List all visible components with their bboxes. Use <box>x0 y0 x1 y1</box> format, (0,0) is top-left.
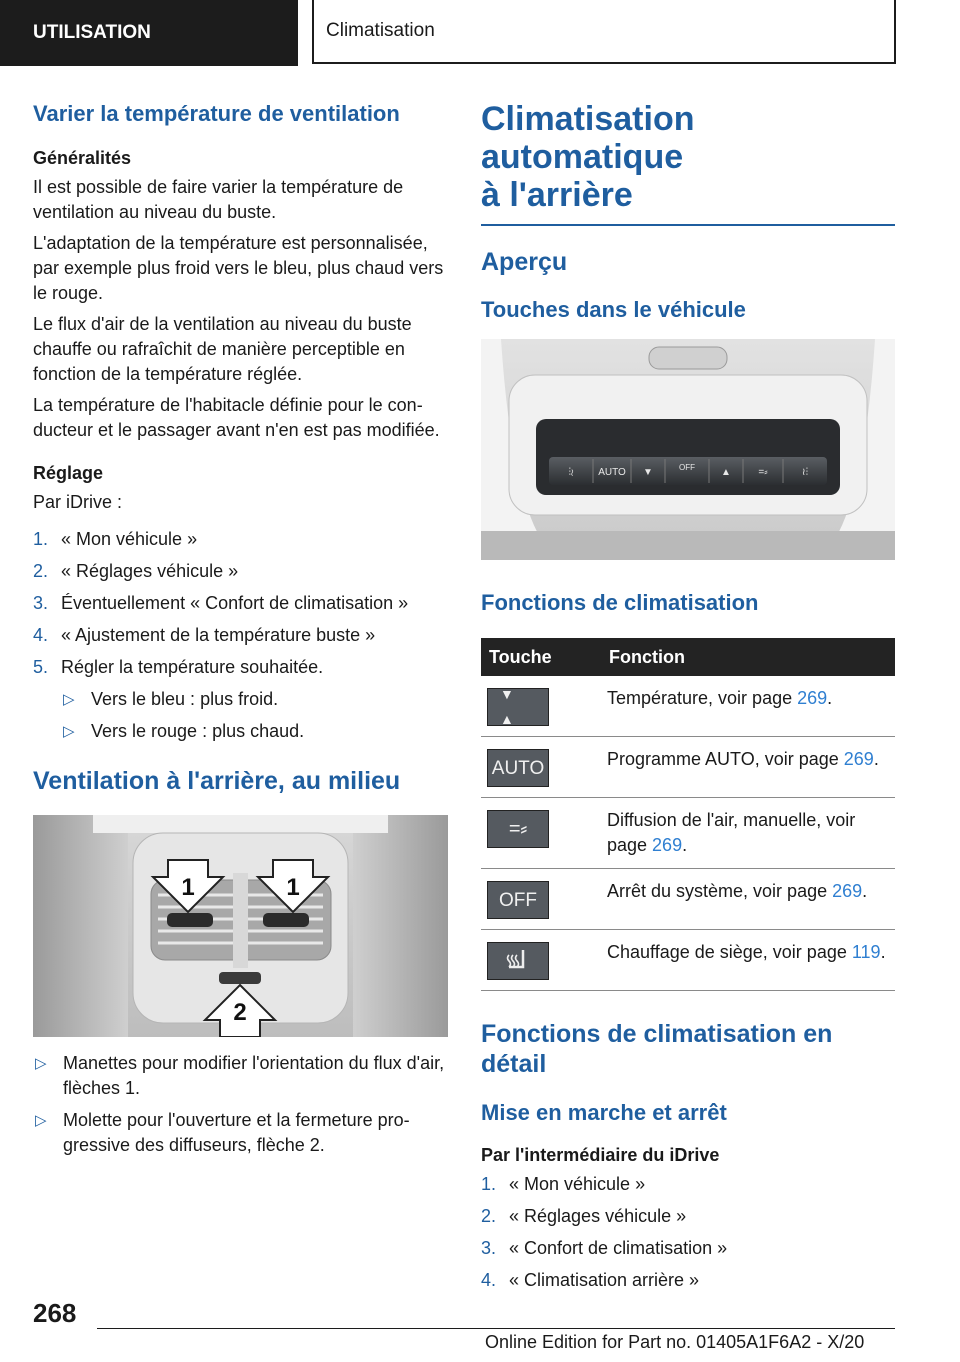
page-header <box>0 0 960 66</box>
svg-text:≀⫶: ≀⫶ <box>801 467 809 478</box>
list-item: 3. Éventuellement « Confort de climatisation » <box>33 592 409 613</box>
list-item: 4. « Ajustement de la température buste » <box>33 624 376 645</box>
left-column <box>33 100 448 1165</box>
list-item: ▷ Vers le rouge : plus chaud. <box>61 719 448 744</box>
triangle-bullet-icon: ▷ <box>35 1111 47 1129</box>
setting-intro: Par iDrive : <box>33 491 123 512</box>
temperature-arrows-icon: ▼ ▲ <box>487 688 549 726</box>
panel-off-label: OFF <box>679 463 695 472</box>
setting-title: Réglage <box>33 462 104 483</box>
rear-vent-illustration <box>33 815 448 1037</box>
auto-icon: AUTO <box>487 749 549 787</box>
svg-text:⫶≀: ⫶≀ <box>568 467 574 478</box>
arrow-label-2: 2 <box>233 998 247 1026</box>
list-item: 2. « Réglages véhicule » <box>481 1205 687 1226</box>
detail-title: Fonctions de climatisation en détail <box>481 1020 833 1078</box>
vary-temperature-title: Varier la température de ventilation <box>33 101 400 126</box>
overview-title: Aperçu <box>481 248 568 276</box>
table-row: =⸗ Diffusion de l'air, manuelle, voir page 269. <box>481 798 895 869</box>
page-link[interactable]: 119 <box>851 942 881 962</box>
functions-table <box>481 638 895 991</box>
chapter-tab: Climatisation <box>312 0 896 64</box>
main-title: Climatisation automatique à l'arrière <box>481 100 695 214</box>
general-para: Le flux d'air de la ventilation au niveau du buste chauffe ou rafraîchit de manière perceptible en fonction de la température réglée. <box>33 313 412 384</box>
panel-auto-label: AUTO <box>598 467 626 478</box>
seat-heat-icon <box>487 942 549 980</box>
page-link[interactable]: 269 <box>797 688 828 708</box>
table-header-row <box>481 638 895 676</box>
right-column <box>481 100 895 1300</box>
idrive-steps <box>481 1172 895 1293</box>
functions-title: Fonctions de climatisation <box>481 590 759 615</box>
list-item: 1. « Mon véhicule » <box>481 1173 646 1194</box>
edition-text: Online Edition for Part no. 01405A1F6A2 - X/20 <box>485 1332 865 1352</box>
triangle-bullet-icon: ▷ <box>35 1054 47 1072</box>
page-link[interactable]: 269 <box>652 835 683 855</box>
list-item: 1. « Mon véhicule » <box>33 528 198 549</box>
control-panel-photo <box>481 339 895 560</box>
temperature-sub-bullets <box>61 687 448 744</box>
buttons-title: Touches dans le véhicule <box>481 297 746 322</box>
page-link[interactable]: 269 <box>832 881 863 901</box>
list-item: 4. « Climatisation arrière » <box>481 1269 700 1290</box>
general-para: La température de l'habitacle définie pour le conducteur et le passager avant n'en est pas modifiée. <box>33 394 440 440</box>
page-link[interactable]: 269 <box>843 749 874 769</box>
arrow-label-1: 1 <box>181 873 195 901</box>
list-item: ▷ Vers le bleu : plus froid. <box>61 687 448 712</box>
list-item: ▷ Molette pour l'ouverture et la fermeture progressive des diffuseurs, flèche 2. <box>35 1109 410 1155</box>
idrive-title: Par l'intermédiaire du iDrive <box>481 1144 720 1165</box>
rear-vent-title: Ventilation à l'arrière, au milieu <box>33 766 401 795</box>
svg-text:▼: ▼ <box>643 467 653 478</box>
vent-bullets <box>33 1051 448 1158</box>
svg-text:=⸗: =⸗ <box>758 467 768 478</box>
triangle-bullet-icon: ▷ <box>63 722 75 740</box>
table-row: ▼ ▲ Température, voir page 269. <box>481 676 895 737</box>
svg-text:▲: ▲ <box>721 467 731 478</box>
page-number: 268 <box>33 1298 77 1328</box>
air-distribution-icon: =⸗ <box>487 810 549 848</box>
table-row: Chauffage de siège, voir page 119. <box>481 930 895 991</box>
section-tab: UTILISATION <box>0 0 298 66</box>
control-panel-illustration <box>481 339 895 560</box>
list-item: 5. Régler la température souhaitée. <box>33 656 324 677</box>
setting-steps <box>33 527 448 680</box>
general-para: Il est possible de faire varier la température de ventilation au niveau du buste. <box>33 176 404 222</box>
general-para: L'adaptation de la température est personnalisée, par exemple plus froid vers le bleu, plus chaud vers le rouge. <box>33 232 444 303</box>
list-item: ▷ Manettes pour modifier l'orientation du flux d'air, flèches 1. <box>35 1052 445 1098</box>
triangle-bullet-icon: ▷ <box>63 690 75 708</box>
general-title: Généralités <box>33 147 132 168</box>
arrow-label-1: 1 <box>286 873 300 901</box>
list-item: 2. « Réglages véhicule » <box>33 560 239 581</box>
off-icon: OFF <box>487 881 549 919</box>
table-row: AUTO Programme AUTO, voir page 269. <box>481 737 895 798</box>
title-rule <box>481 224 895 226</box>
column-header-function: Fonction <box>601 638 895 676</box>
on-off-title: Mise en marche et arrêt <box>481 1100 727 1125</box>
rear-vent-photo <box>33 815 448 1037</box>
footer-rule <box>97 1328 895 1329</box>
list-item: 3. « Confort de climatisation » <box>481 1237 728 1258</box>
table-row: OFF Arrêt du système, voir page 269. <box>481 869 895 930</box>
column-header-key: Touche <box>481 638 601 676</box>
